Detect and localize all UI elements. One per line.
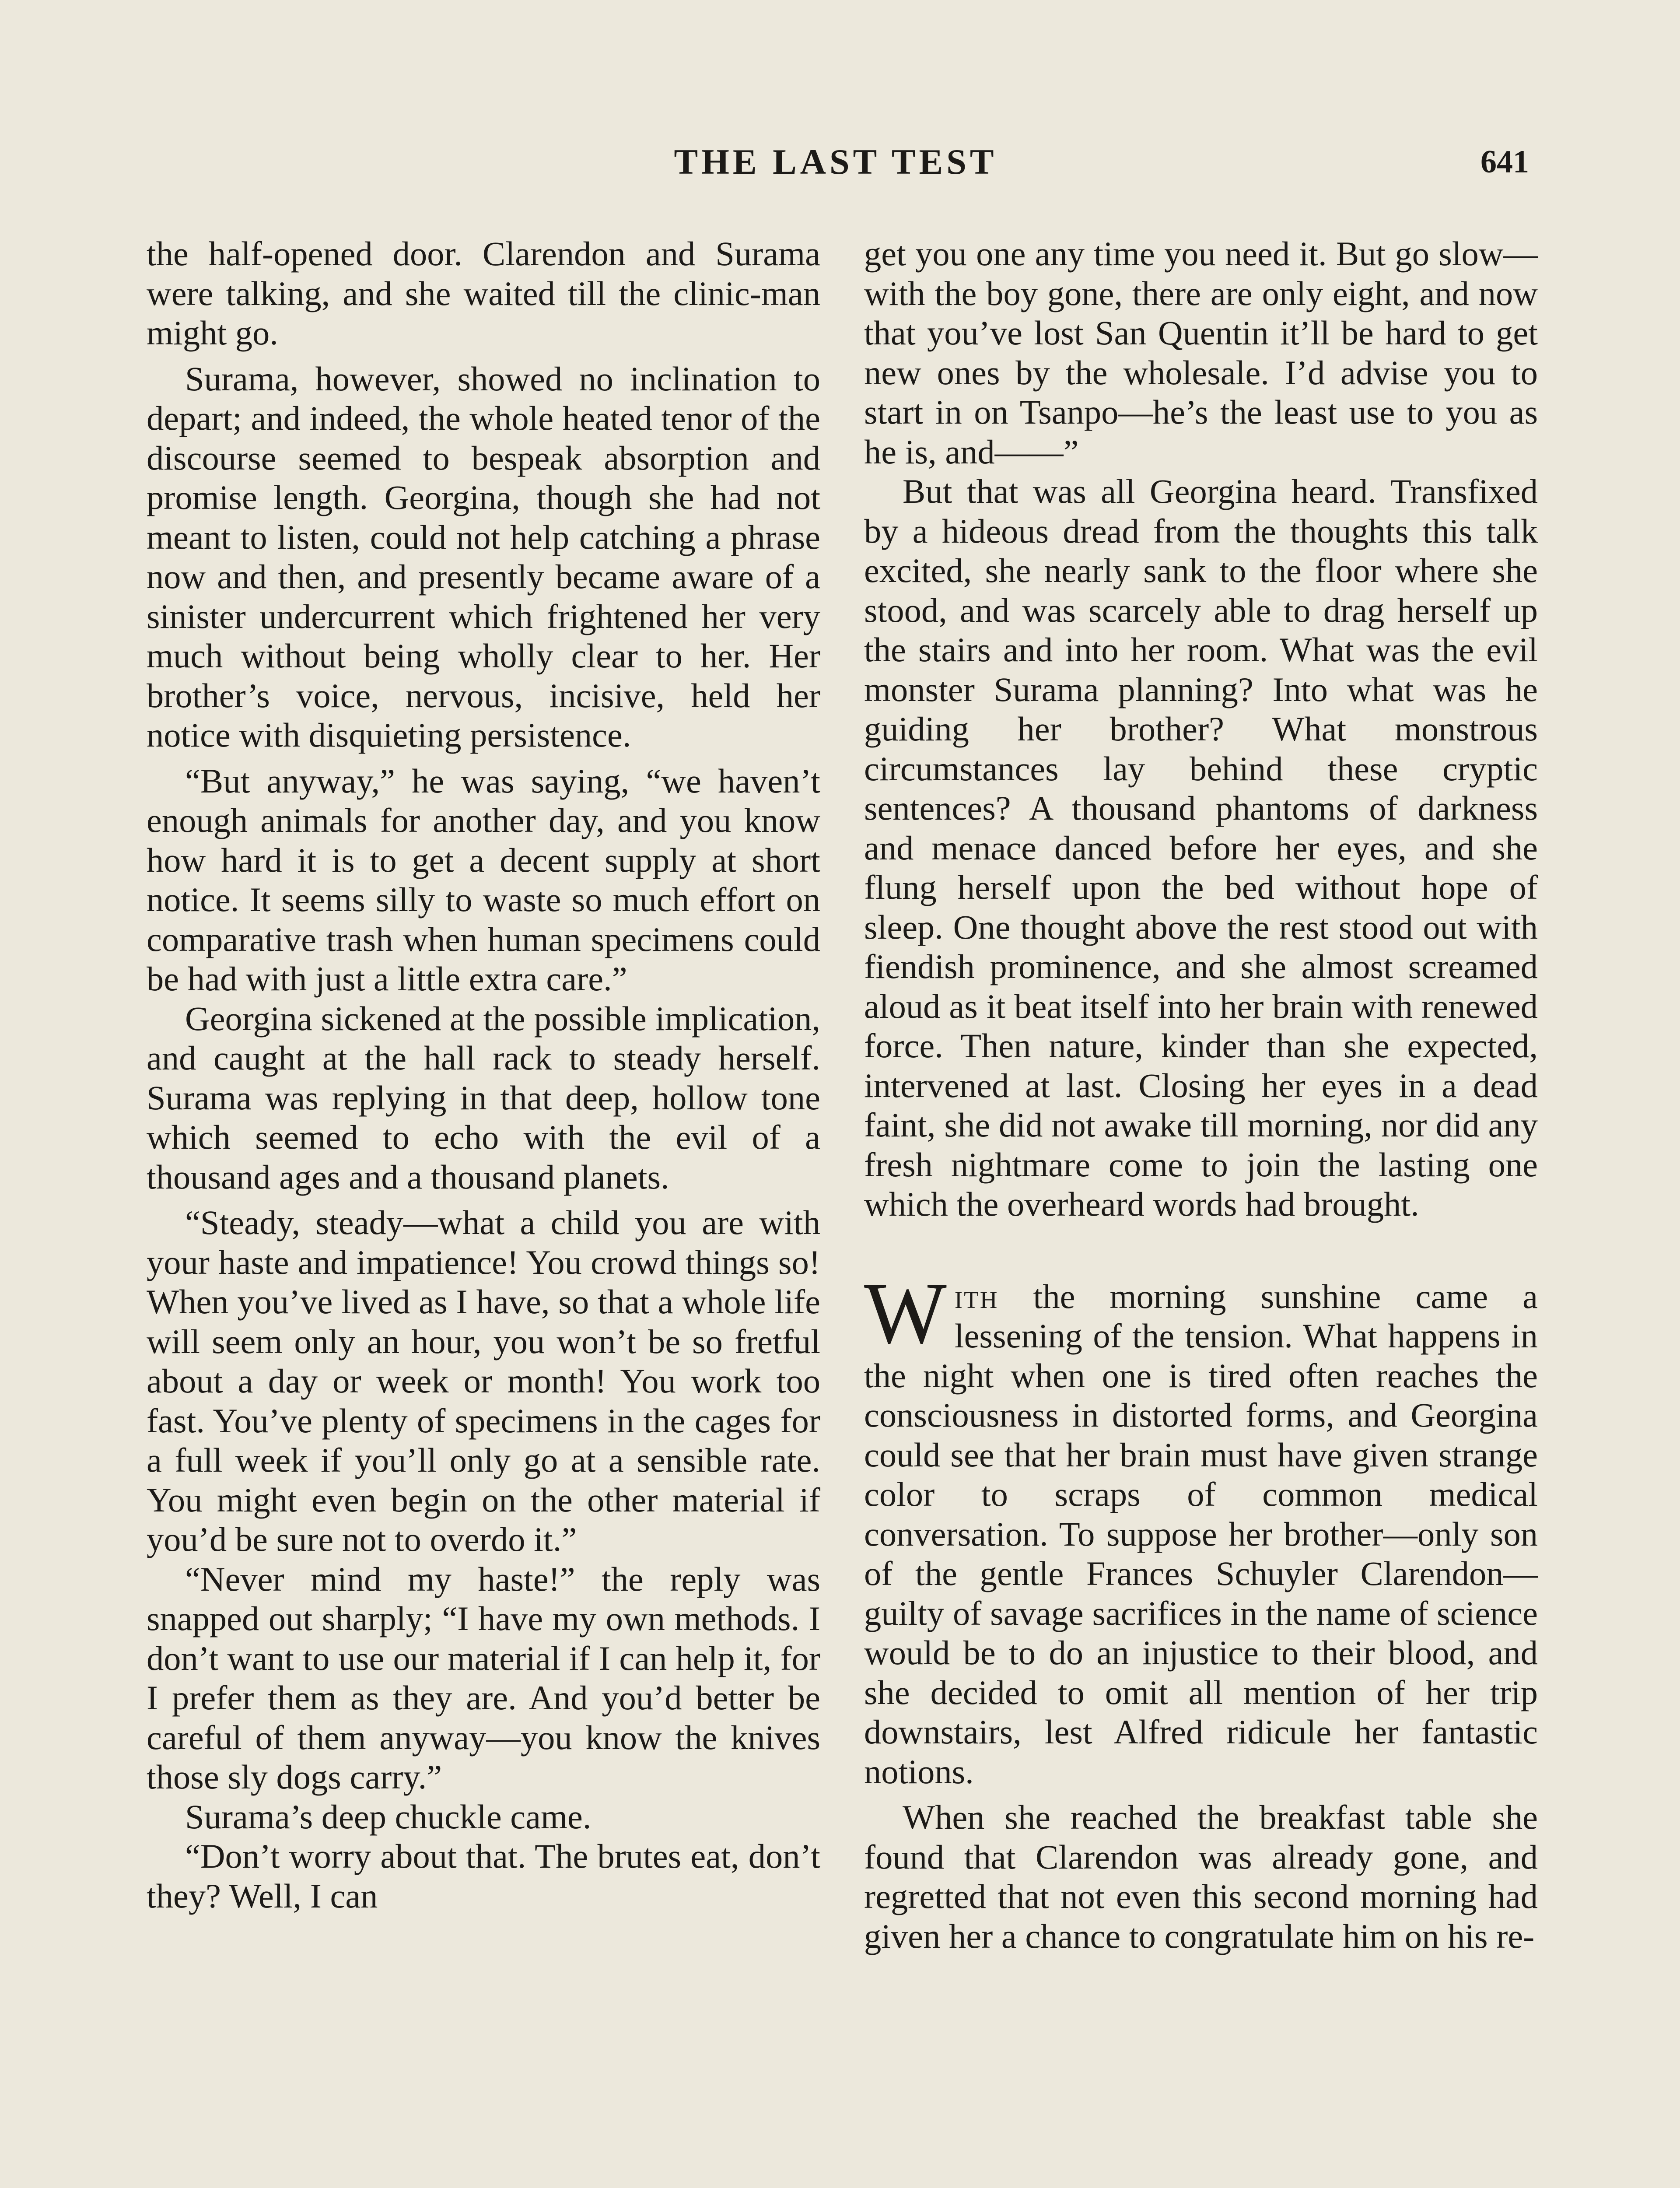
paragraph-text: the morning sunshine came a lessening of the tension. What happens in the night when one is tired often reaches the consciousness in distorted forms, and Georgina could see that her brain must have given strange color to scraps of common medical conversation. To suppose her brother—only son of the gentle Frances Schuyler Clarendon—guilty of savage sacrifices in the name of science would be to do an injustice to their blood, and she decided to omit all mention of her trip downstairs, lest Alfred ridicule her fantastic notions. — [864, 1277, 1538, 1791]
paragraph: “But anyway,” he was saying, “we haven’t enough animals for another day, and you know how hard it is to get a decent supply at short notice. It seems silly to waste so much effort on comparative trash when human specimens could be had with just a little extra care.” — [147, 761, 820, 998]
right-column — [864, 234, 1538, 1956]
drop-cap: W — [864, 1265, 947, 1362]
page-number: 641 — [1480, 144, 1529, 180]
running-title: THE LAST TEST — [674, 142, 998, 182]
paragraph: the half-opened door. Clarendon and Surama were talking, and she waited till the clinic-man might go. — [147, 235, 820, 352]
page-header — [142, 131, 1529, 193]
paragraph: Georgina sickened at the possible implication, and caught at the hall rack to steady herself. Surama was replying in that deep, hollow tone which seemed to echo with the evil of a thousand ages and a thousand planets. — [147, 999, 820, 1196]
small-caps-lead: ith — [954, 1277, 999, 1315]
paragraph: “Steady, steady—what a child you are with your haste and impatience! You crowd things so! When you’ve lived as I have, so that a whole life will seem only an hour, you won’t be so fretful about a day or week or month! You work too fast. You’ve plenty of specimens in the cages for a full week if you’ll only go at a sensible rate. You might even begin on the other material if you’d be sure not to overdo it.” — [147, 1203, 820, 1558]
section-opening-paragraph — [864, 1265, 1538, 1792]
paragraph: “Don’t worry about that. The brutes eat, don’t they? Well, I can — [147, 1837, 820, 1915]
paragraph: When she reached the breakfast table she found that Clarendon was already gone, and regretted that not even this second morning had given her a chance to congratulate him on his re- — [864, 1798, 1538, 1955]
paragraph: Surama’s deep chuckle came. — [185, 1797, 592, 1836]
left-column — [147, 234, 820, 1916]
paragraph: “Never mind my haste!” the reply was snapped out sharply; “I have my own methods. I don’t want to use our material if I can help it, for I prefer them as they are. And you’d better be careful of them anyway—you know the knives those sly dogs carry.” — [147, 1560, 820, 1796]
paragraph: get you one any time you need it. But go slow—with the boy gone, there are only eight, and now that you’ve lost San Quentin it’ll be hard to get new ones by the wholesale. I’d advise you to start in on Tsanpo—he’s the least use to you as he is, and——” — [864, 235, 1538, 471]
paragraph: Surama, however, showed no inclination to depart; and indeed, the whole heated tenor of the discourse seemed to bespeak absorption and promise length. Georgina, though she had not meant to listen, could not help catching a phrase now and then, and presently became aware of a sinister undercurrent which frightened her very much without being wholly clear to her. Her brother’s voice, nervous, incisive, held her notice with disquieting persistence. — [147, 359, 820, 754]
paragraph: But that was all Georgina heard. Transfixed by a hideous dread from the thoughts this talk excited, she nearly sank to the floor where she stood, and was scarcely able to drag herself up the stairs and into her room. What was the evil monster Surama planning? Into what was he guiding her brother? What monstrous circumstances lay behind these cryptic sentences? A thousand phantoms of darkness and menace danced before her eyes, and she flung herself upon the bed without hope of sleep. One thought above the rest stood out with fiendish prominence, and she almost screamed aloud as it beat itself into her brain with renewed force. Then nature, kinder than she expected, intervened at last. Closing her eyes in a dead faint, she did not awake till morning, nor did any fresh nightmare come to join the lasting one which the overheard words had brought. — [864, 472, 1538, 1223]
